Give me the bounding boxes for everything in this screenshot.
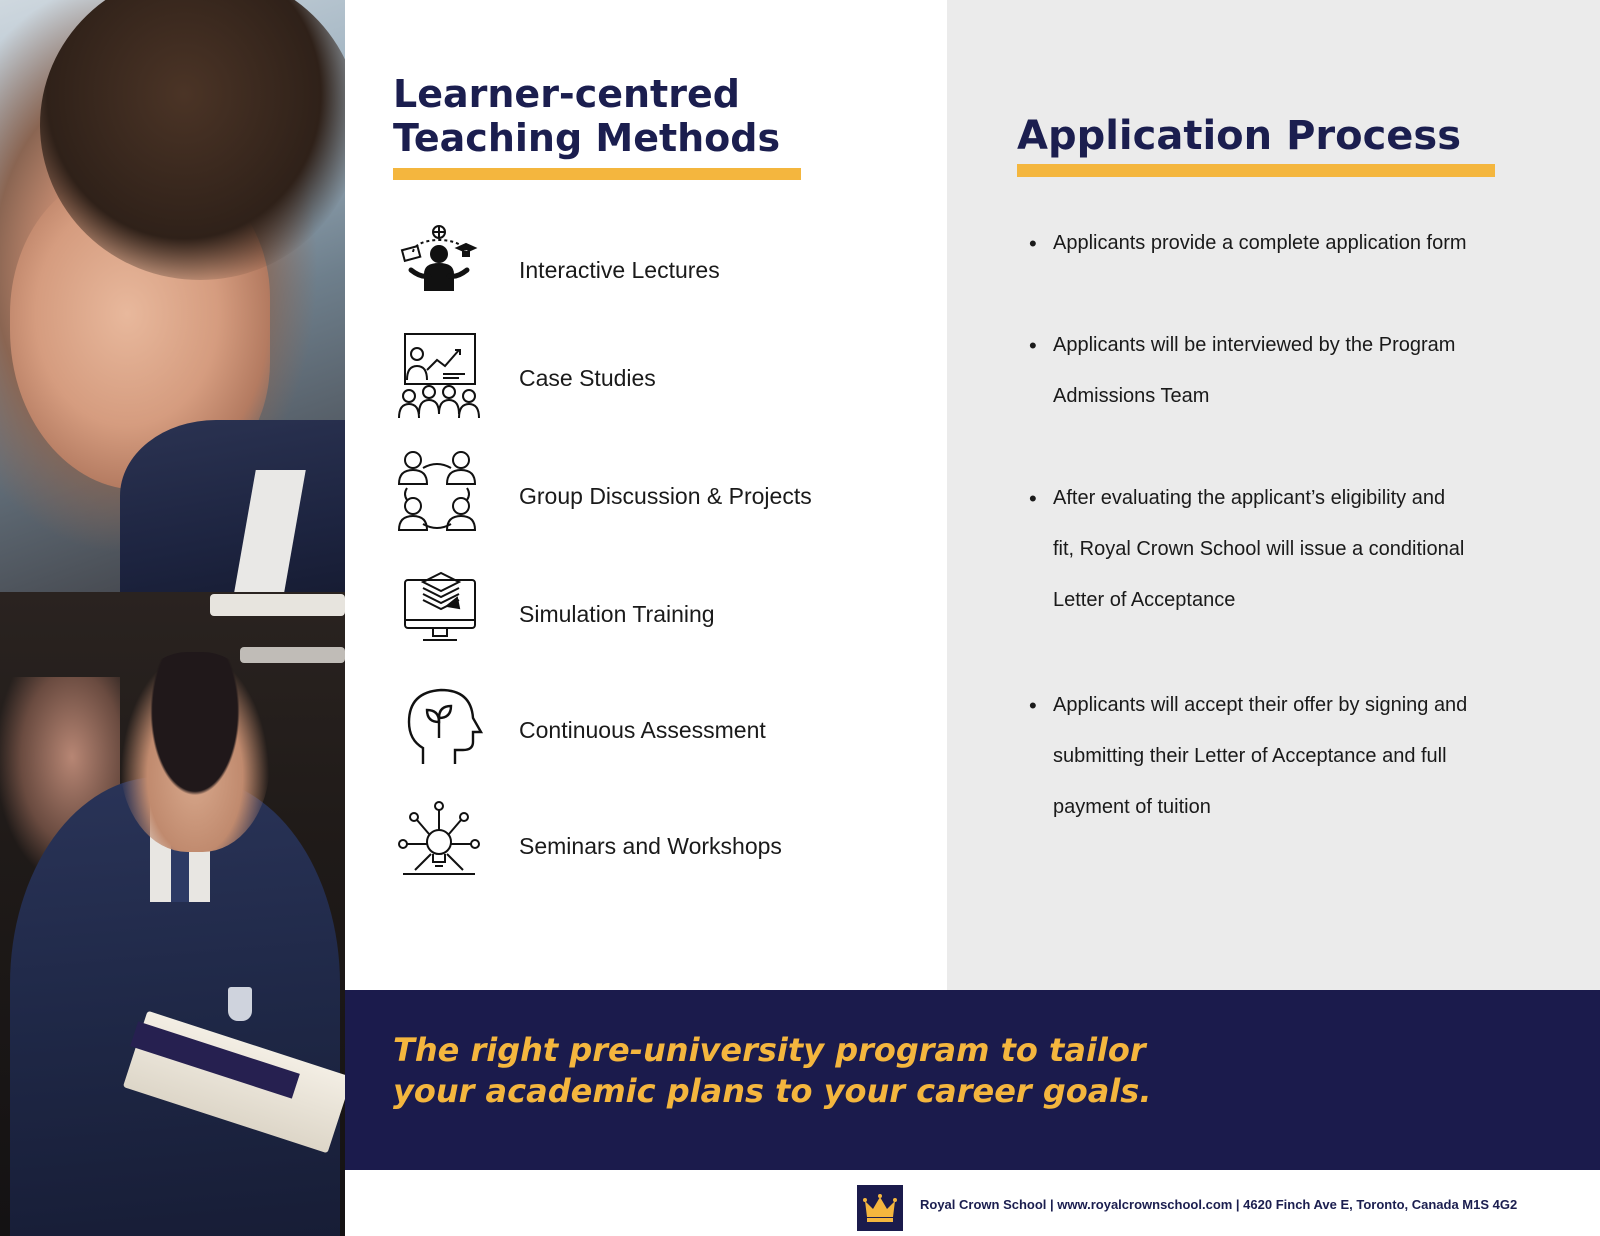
lecturer-icon	[393, 222, 485, 314]
method-label: Seminars and Workshops	[519, 833, 782, 859]
method-label: Interactive Lectures	[519, 257, 720, 283]
student-profile-photo	[0, 0, 345, 592]
bullet-icon: •	[1029, 231, 1037, 256]
method-label: Continuous Assessment	[519, 717, 766, 743]
method-label: Group Discussion & Projects	[519, 483, 812, 509]
teaching-methods-section	[345, 0, 947, 990]
step-text: Applicants will be interviewed by the Program Admissions Team	[1053, 334, 1456, 407]
method-label: Case Studies	[519, 365, 656, 391]
step-text: After evaluating the applicant’s eligibility and fit, Royal Crown School will issue a conditional Letter of Acceptance	[1053, 487, 1465, 611]
bullet-icon: •	[1029, 693, 1037, 718]
method-item	[393, 222, 933, 322]
footer-contact-text: Royal Crown School | www.royalcrownschool.com | 4620 Finch Ave E, Toronto, Canada M1S 4G2	[920, 1197, 1518, 1212]
presentation-audience-icon	[393, 330, 485, 422]
lightbulb-network-icon	[393, 798, 485, 890]
tagline-text: The right pre-university program to tailor your academic plans to your career goals.	[393, 1031, 1152, 1110]
method-label: Simulation Training	[519, 601, 715, 627]
bullet-icon: •	[1029, 333, 1037, 358]
application-process-title: Application Process	[1017, 113, 1462, 159]
application-process-section	[947, 0, 1600, 990]
step-text: Applicants provide a complete application form	[1053, 232, 1467, 254]
title-underline	[393, 168, 801, 180]
crown-logo-icon	[857, 1185, 903, 1231]
method-item	[393, 448, 933, 548]
computer-simulation-icon	[393, 566, 485, 658]
method-item	[393, 798, 933, 898]
title-underline	[1017, 164, 1495, 177]
method-item	[393, 682, 933, 782]
method-item	[393, 566, 933, 666]
footer	[345, 1170, 1600, 1236]
head-growth-icon	[393, 682, 485, 774]
teaching-methods-title: Learner-centred Teaching Methods	[393, 72, 781, 160]
tagline-banner	[345, 990, 1600, 1170]
step-text: Applicants will accept their offer by signing and submitting their Letter of Acceptance and full payment of tuition	[1053, 694, 1468, 818]
bullet-icon: •	[1029, 486, 1037, 511]
group-discussion-icon	[393, 448, 485, 540]
method-item	[393, 330, 933, 430]
student-reading-book-photo	[0, 592, 345, 1236]
